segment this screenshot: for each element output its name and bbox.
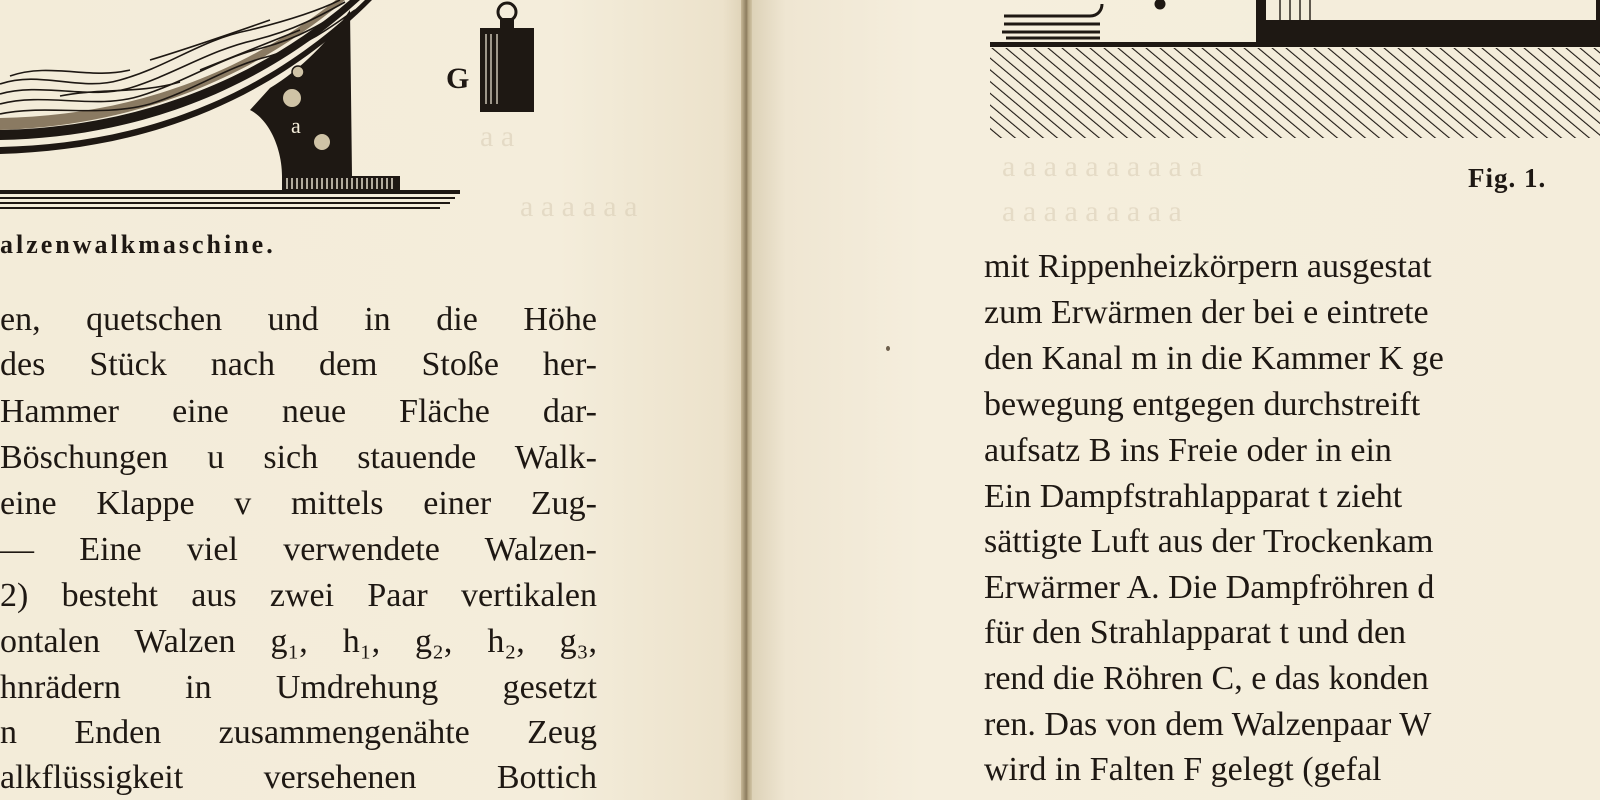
show-through-text: a a a a a a a a a [1002, 195, 1182, 228]
text-line: rend die Röhren C, e das konden [984, 660, 1429, 697]
text-line: den Kanal m in die Kammer K ge [984, 340, 1444, 377]
weight-label-G: G [446, 62, 470, 95]
text-line: Hammer eine neue Fläche dar- [0, 393, 597, 430]
show-through-text: a a a a a a a a a a [1002, 150, 1203, 183]
text-line: — Eine viel verwendete Walzen- [0, 531, 597, 568]
machine-base [0, 190, 460, 209]
left-page [0, 0, 745, 800]
figure-caption: Fig. 1. [1468, 163, 1547, 193]
text-line: sättigte Luft aus der Trockenkam [984, 523, 1434, 560]
text-line: zum Erwärmen der bei e eintrete [984, 294, 1429, 331]
text-line: Ein Dampfstrahlapparat t zieht [984, 478, 1403, 515]
part-label-a: a [291, 113, 301, 138]
text-line: ren. Das von dem Walzenpaar W [984, 706, 1432, 743]
show-through-text: a a a a a a [520, 190, 638, 223]
floor-hatching [990, 42, 1600, 138]
text-line: ontalen Walzen g₁, h₁, g₂, h₂, g₃, [0, 623, 597, 660]
text-line: hnrädern in Umdrehung gesetzt [0, 669, 597, 706]
text-line: Erwärmer A. Die Dampfröhren d [984, 569, 1435, 606]
text-line: wird in Falten F gelegt (gefal [984, 751, 1382, 788]
text-line: mit Rippenheizkörpern ausgestat [984, 248, 1432, 285]
figure-caption: alzenwalkmaschine. [0, 230, 276, 259]
fulling-machine-illustration [0, 0, 745, 225]
heater-pipes [1002, 0, 1164, 38]
text-line: 2) besteht aus zwei Paar vertikalen [0, 577, 597, 614]
paper-speck [886, 346, 890, 351]
text-line: en, quetschen und in die Höhe [0, 301, 597, 338]
text-line: n Enden zusammengenähte Zeug [0, 714, 597, 751]
weight-G [480, 3, 534, 112]
text-line: bewegung entgegen durchstreift [984, 386, 1421, 423]
text-line: für den Strahlapparat t und den [984, 614, 1407, 651]
drying-apparatus-illustration [990, 0, 1600, 145]
show-through-text: a a [480, 120, 515, 153]
text-line: eine Klappe v mittels einer Zug- [0, 485, 597, 522]
text-line: aufsatz B ins Freie oder in ein [984, 432, 1392, 469]
apparatus-housing [1256, 0, 1600, 44]
text-line: Böschungen u sich stauende Walk- [0, 439, 597, 476]
text-line: alkflüssigkeit versehenen Bottich [0, 759, 597, 796]
text-line: des Stück nach dem Stoße her- [0, 346, 597, 383]
